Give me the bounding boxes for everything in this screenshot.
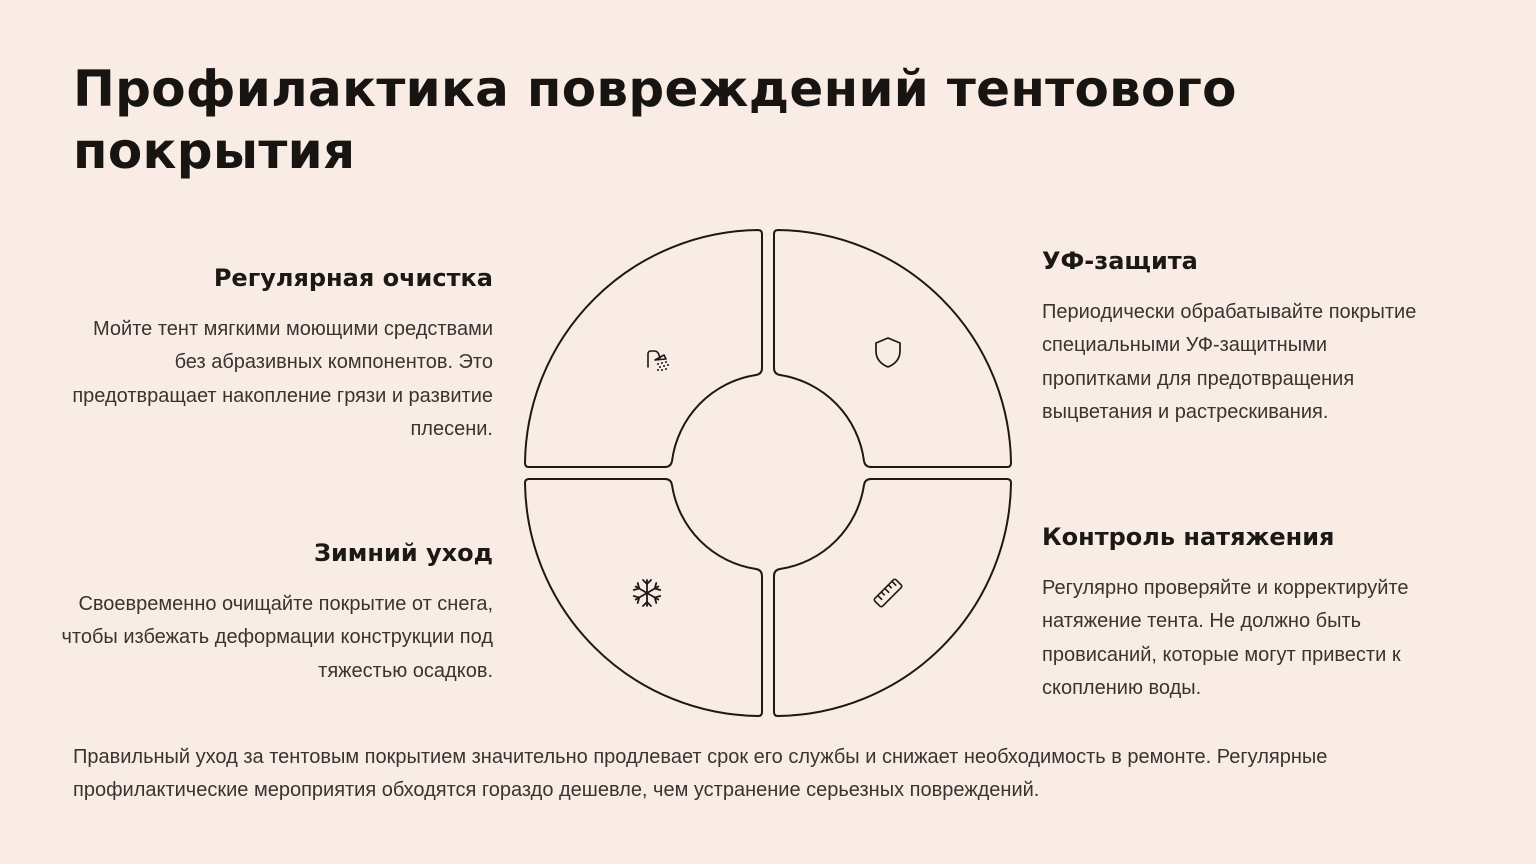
segment-bottom-right bbox=[774, 479, 1011, 716]
item-heading: Зимний уход bbox=[313, 539, 493, 567]
segment-top-left bbox=[525, 230, 762, 467]
item-tension-control bbox=[1042, 521, 1442, 706]
segment-top-right bbox=[774, 230, 1011, 467]
page-title: Профилактика повреждений тентового покрытия bbox=[73, 60, 1237, 180]
item-regular-cleaning bbox=[60, 262, 493, 447]
item-heading: Контроль натяжения bbox=[1042, 523, 1335, 551]
cycle-wheel-diagram bbox=[516, 222, 1020, 726]
item-description: Своевременно очищайте покрытие от снега, чтобы избежать деформации конструкции под тяжестью осадков. bbox=[61, 593, 493, 682]
item-description: Мойте тент мягкими моющими средствами без абразивных компонентов. Это предотвращает накопление грязи и развитие плесени. bbox=[72, 318, 493, 441]
item-heading: Регулярная очистка bbox=[213, 264, 493, 292]
item-uv-protection bbox=[1042, 245, 1442, 430]
item-description: Регулярно проверяйте и корректируйте натяжение тента. Не должно быть провисаний, которые могут привести к скоплению воды. bbox=[1042, 577, 1409, 700]
item-winter-care bbox=[60, 537, 493, 688]
item-heading: УФ-защита bbox=[1042, 247, 1198, 275]
segment-bottom-left bbox=[525, 479, 762, 716]
item-description: Периодически обрабатывайте покрытие специальными УФ-защитными пропитками для предотвращения выцветания и растрескивания. bbox=[1042, 301, 1417, 424]
footer-note: Правильный уход за тентовым покрытием значительно продлевает срок его службы и снижает необходимость в ремонте. Регулярные профилактические мероприятия обходятся гораздо дешевле, чем устранение серьезных повреждений. bbox=[73, 746, 1328, 802]
